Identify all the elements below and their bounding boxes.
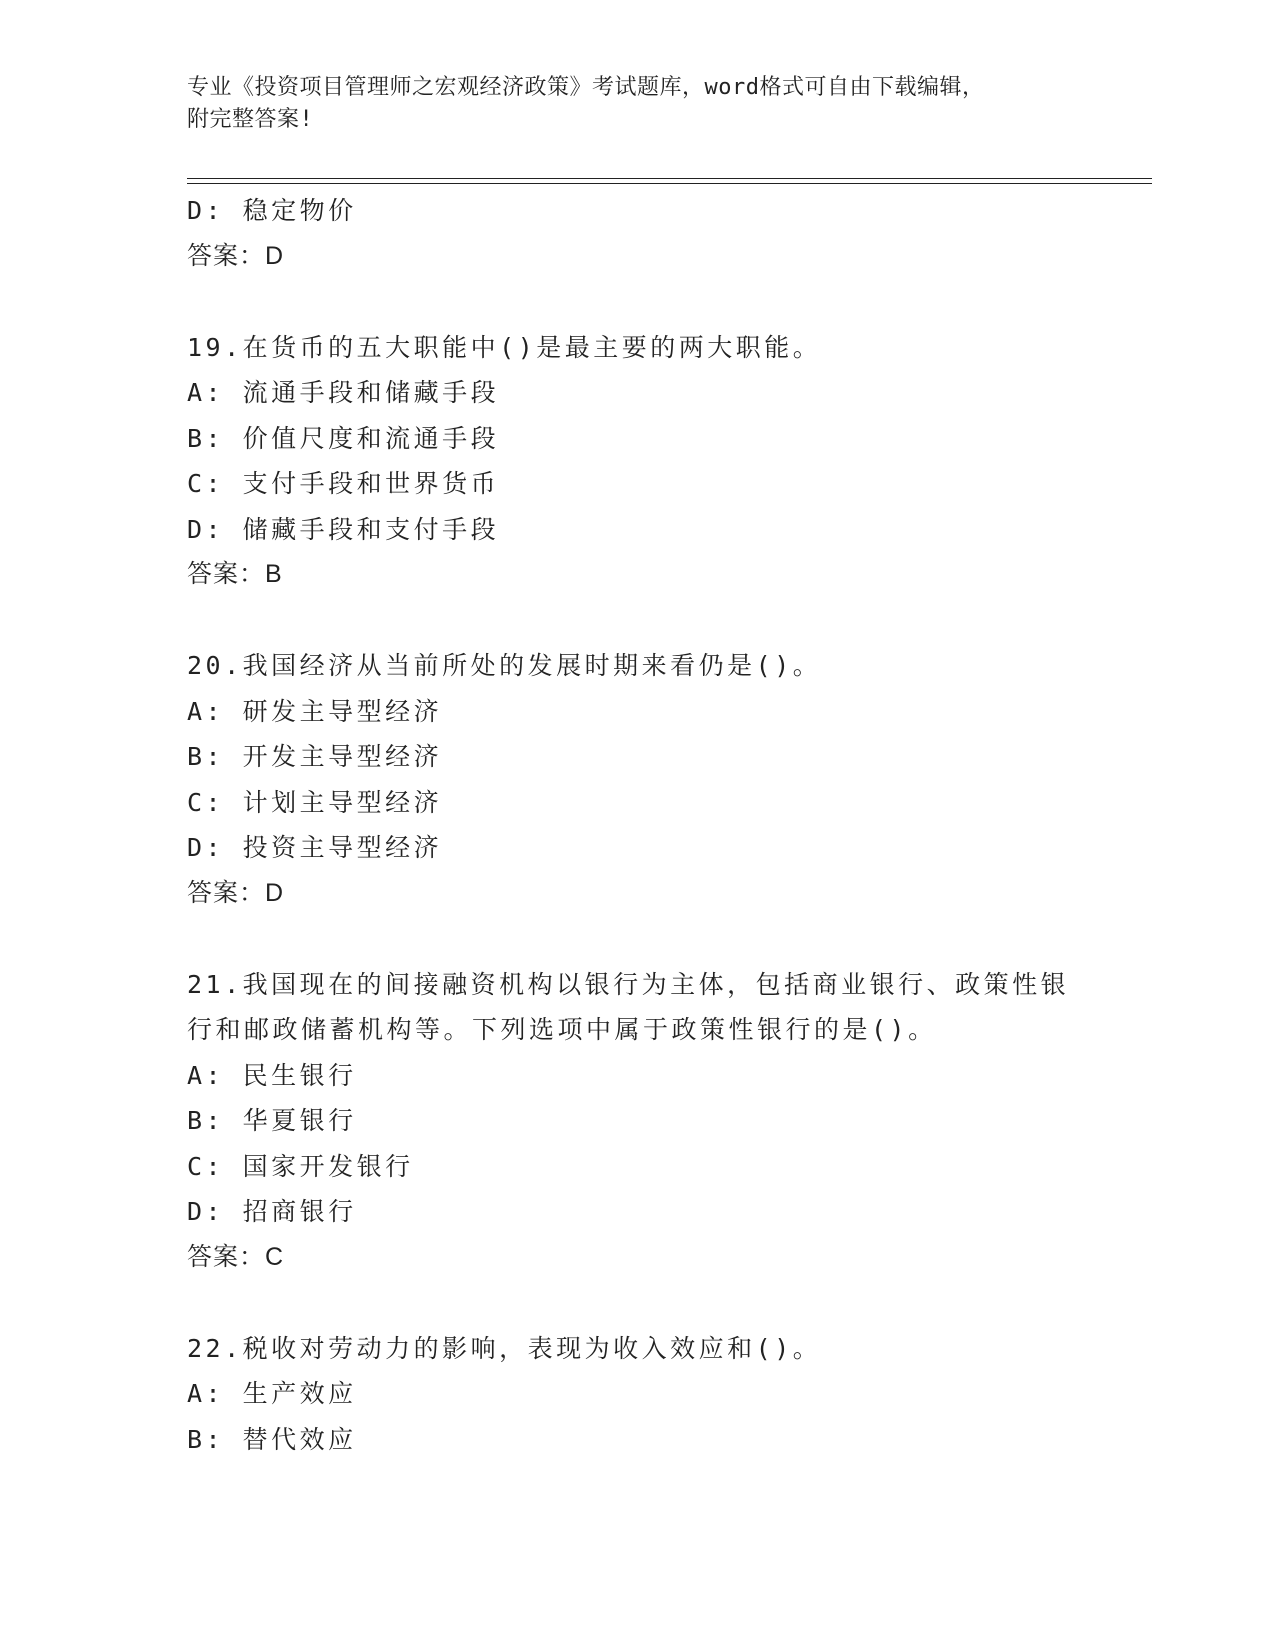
- option-b: B: 华夏银行: [187, 1106, 357, 1135]
- answer: 答案：C: [187, 1242, 285, 1271]
- option-a: A: 流通手段和储藏手段: [187, 378, 500, 407]
- header-line-2: 附完整答案!: [187, 107, 314, 132]
- question-18-tail: [187, 188, 1087, 279]
- question-list: [187, 188, 1087, 1462]
- option-d: D: 招商银行: [187, 1197, 357, 1226]
- question-22: [187, 1326, 1087, 1463]
- question-stem-line-2: 行和邮政储蓄机构等。下列选项中属于政策性银行的是()。: [187, 1015, 937, 1044]
- option-c: C: 国家开发银行: [187, 1151, 414, 1181]
- option-a: A: 研发主导型经济: [187, 696, 443, 726]
- option-d: D: 稳定物价: [187, 196, 357, 225]
- header-divider-bottom: [187, 183, 1152, 184]
- option-a: A: 民生银行: [187, 1060, 357, 1090]
- header-line-1: 专业《投资项目管理师之宏观经济政策》考试题库，word格式可自由下载编辑，: [187, 75, 985, 100]
- option-c: C: 支付手段和世界货币: [187, 469, 500, 498]
- answer: 答案：B: [187, 560, 283, 588]
- option-b: B: 价值尺度和流通手段: [187, 423, 500, 453]
- option-c: C: 计划主导型经济: [187, 787, 443, 817]
- question-gap: [187, 598, 1087, 644]
- question-gap: [187, 1280, 1087, 1326]
- header-divider-top: [187, 178, 1152, 179]
- question-gap: [187, 279, 1087, 325]
- option-b: B: 替代效应: [187, 1424, 357, 1454]
- option-d: D: 投资主导型经济: [187, 833, 443, 862]
- question-21: [187, 962, 1087, 1281]
- option-b: B: 开发主导型经济: [187, 742, 443, 771]
- question-stem: 19.在货币的五大职能中()是最主要的两大职能。: [187, 332, 822, 362]
- question-20: [187, 643, 1087, 916]
- answer: 答案：D: [187, 878, 285, 907]
- question-stem: 20.我国经济从当前所处的发展时期来看仍是()。: [187, 651, 822, 680]
- option-d: D: 储藏手段和支付手段: [187, 514, 500, 544]
- question-stem-line-1: 21.我国现在的间接融资机构以银行为主体，包括商业银行、政策性银: [187, 969, 1070, 999]
- question-stem: 22.税收对劳动力的影响，表现为收入效应和()。: [187, 1333, 822, 1363]
- document-header: [187, 72, 1087, 136]
- option-a: A: 生产效应: [187, 1379, 357, 1408]
- answer: 答案：D: [187, 241, 285, 270]
- question-gap: [187, 916, 1087, 962]
- question-19: [187, 325, 1087, 598]
